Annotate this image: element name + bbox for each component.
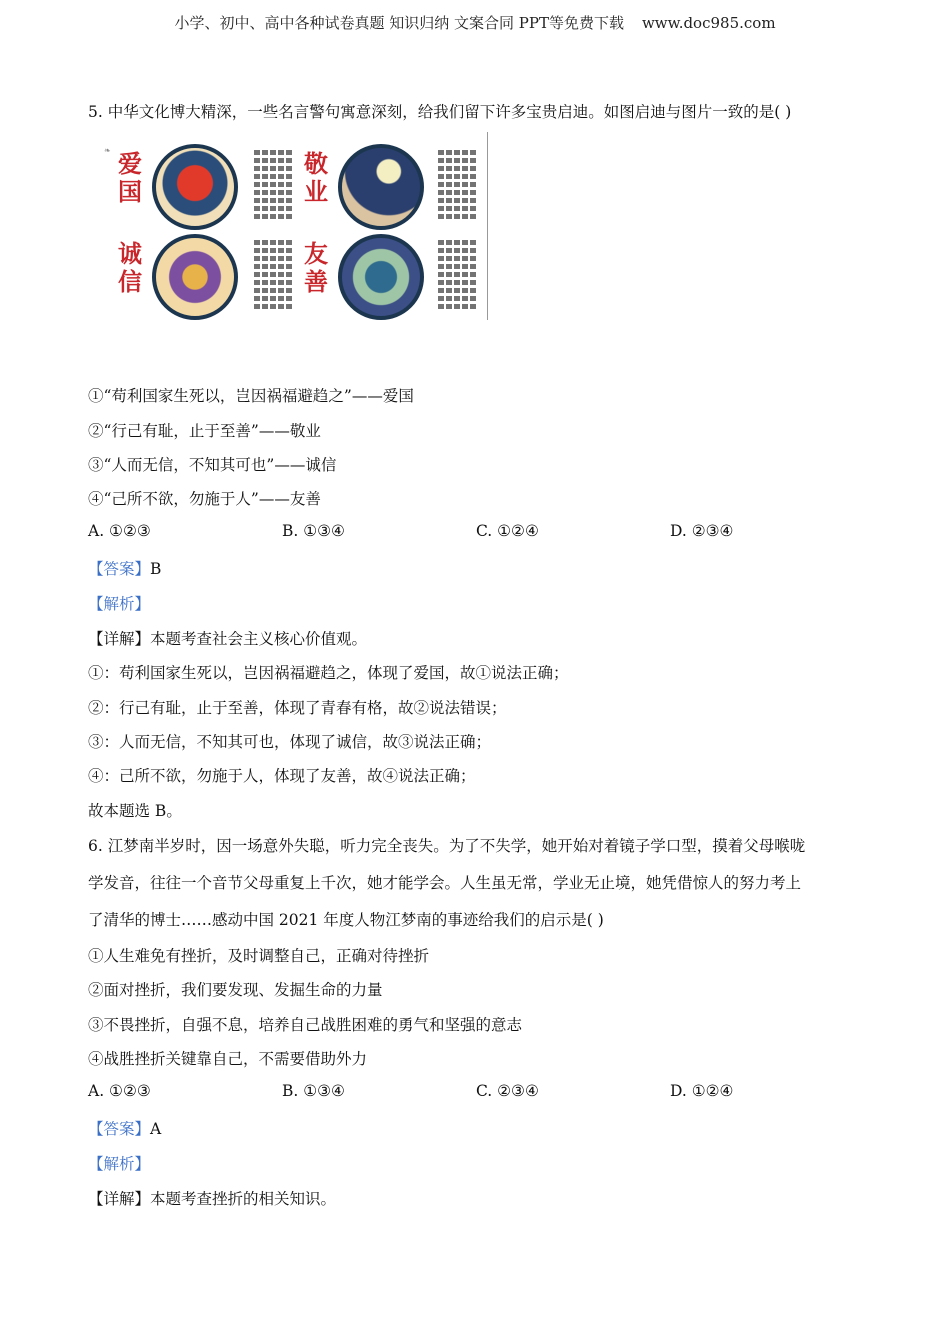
- q5-item-3: ③“人而无信，不知其可也”——诚信: [88, 456, 337, 474]
- q6-item-2: ②面对挫折，我们要发现、发掘生命的力量: [88, 981, 383, 999]
- q5-option-c: C. ①②④: [476, 522, 539, 540]
- answer-tag: 【答案】: [88, 1120, 151, 1138]
- q6-item-4: ④战胜挫折关键靠自己，不需要借助外力: [88, 1050, 368, 1068]
- detail-text: 本题考查社会主义核心价值观。: [150, 630, 368, 648]
- vertical-poem-text: [248, 150, 292, 220]
- q5-stem: 5. 中华文化博大精深，一些名言警句寓意深刻，给我们留下许多宝贵启迪。如图启迪与图片一致的是( ): [88, 103, 792, 121]
- page-header: [0, 12, 950, 33]
- q5-figure: [100, 132, 488, 322]
- q6-answer: [88, 1117, 161, 1139]
- q6-option-d: D. ①②④: [670, 1082, 734, 1100]
- q5-explain-4: ④：己所不欲，勿施于人，体现了友善，故④说法正确；: [88, 767, 476, 785]
- q5-answer: [88, 557, 161, 579]
- q6-stem-line-1: 6. 江梦南半岁时，因一场意外失聪，听力完全丧失。为了不失学，她开始对着镜子学口型，摸着父母喉咙: [88, 837, 806, 855]
- word-aiguo: 爱 国: [118, 149, 142, 206]
- q5-explain-3: ③：人而无信，不知其可也，体现了诚信，故③说法正确；: [88, 733, 492, 751]
- q5-item-1: ①“苟利国家生死以，岂因祸福避趋之”——爱国: [88, 387, 414, 405]
- q6-item-1: ①人生难免有挫折，及时调整自己，正确对待挫折: [88, 947, 430, 965]
- word-youshan: 友 善: [304, 239, 328, 296]
- dedication-illustration-icon: [338, 144, 424, 230]
- q5-item-4: ④“己所不欲，勿施于人”——友善: [88, 490, 321, 508]
- friendliness-illustration-icon: [338, 234, 424, 320]
- patriot-illustration-icon: [152, 144, 238, 230]
- q5-detail: [88, 627, 367, 649]
- q6-stem-line-3: 了清华的博士……感动中国 2021 年度人物江梦南的事迹给我们的启示是( ): [88, 911, 604, 929]
- vertical-poem-text: [248, 240, 292, 310]
- q6-stem-line-2: 学发音，往往一个音节父母重复上千次，她才能学会。人生虽无常，学业无止境，她凭借惊人的努力考上: [88, 874, 802, 892]
- figure-mark-icon: ❧: [104, 146, 111, 155]
- word-jingye: 敬 业: [304, 149, 328, 206]
- detail-text: 本题考查挫折的相关知识。: [150, 1190, 337, 1208]
- q5-conclusion: 故本题选 B。: [88, 802, 182, 820]
- q6-item-3: ③不畏挫折，自强不息，培养自己战胜困难的勇气和坚强的意志: [88, 1016, 523, 1034]
- header-title: 小学、初中、高中各种试卷真题 知识归纳 文案合同 PPT等免费下载: [174, 14, 624, 32]
- q6-option-c: C. ②③④: [476, 1082, 539, 1100]
- q5-explain-1: ①：苟利国家生死以，岂因祸福避趋之，体现了爱国，故①说法正确；: [88, 664, 569, 682]
- q5-option-d: D. ②③④: [670, 522, 734, 540]
- q5-option-a: A. ①②③: [88, 522, 151, 540]
- panel-aiguo: [116, 142, 302, 230]
- q6-option-a: A. ①②③: [88, 1082, 151, 1100]
- panel-youshan: [302, 232, 488, 320]
- answer-value: B: [150, 560, 162, 578]
- q6-option-b: B. ①③④: [282, 1082, 345, 1100]
- header-site: www.doc985.com: [641, 14, 776, 32]
- vertical-poem-text: [432, 240, 476, 310]
- q5-analysis-tag: 【解析】: [88, 595, 151, 613]
- vertical-poem-text: [432, 150, 476, 220]
- q5-item-2: ②“行己有耻，止于至善”——敬业: [88, 422, 321, 440]
- q5-explain-2: ②：行己有耻，止于至善，体现了青春有格，故②说法错误；: [88, 699, 507, 717]
- integrity-illustration-icon: [152, 234, 238, 320]
- q5-option-b: B. ①③④: [282, 522, 345, 540]
- panel-chengxin: [116, 232, 302, 320]
- detail-tag: 【详解】: [88, 1190, 151, 1208]
- detail-tag: 【详解】: [88, 630, 151, 648]
- q6-detail: [88, 1187, 336, 1209]
- answer-value: A: [150, 1120, 162, 1138]
- answer-tag: 【答案】: [88, 560, 151, 578]
- word-chengxin: 诚 信: [118, 239, 142, 296]
- panel-jingye: [302, 142, 488, 230]
- q6-analysis-tag: 【解析】: [88, 1155, 151, 1173]
